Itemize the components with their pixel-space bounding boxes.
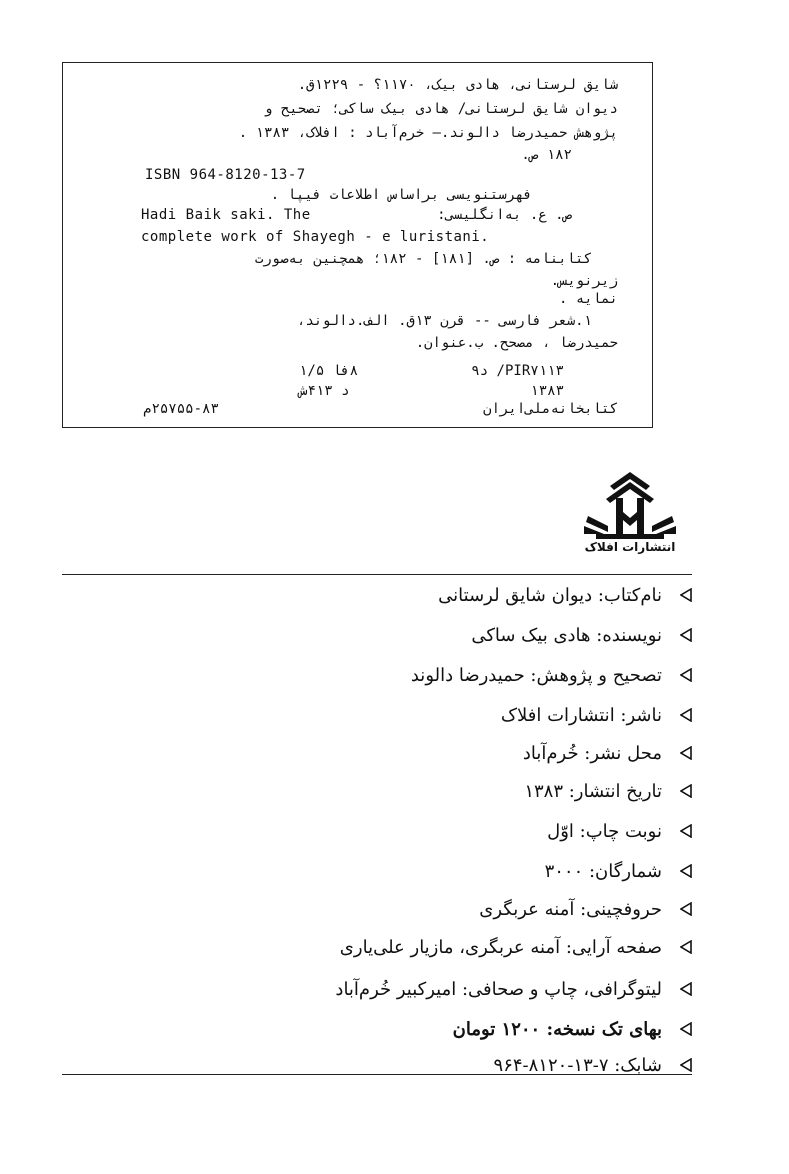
triangle-bullet-icon [680,628,692,642]
triangle-bullet-icon [680,708,692,722]
info-item-typesetting: حروفچینی: آمنه عربگری [62,894,692,924]
info-item-printing: لیتوگرافی، چاپ و صحافی: امیرکبیر خُرم‌آباد [62,974,692,1004]
cip-english-title-1: Hadi Baik saki. The [141,207,311,223]
info-item-editor: تصحیح و پژوهش: حمیدرضا دالوند [62,660,692,690]
cip-subject-2: حمیدرضا ، مصحح. ب.عنوان. [415,335,618,351]
info-item-print-run: شمارگان: ۳۰۰۰ [62,856,692,886]
cip-isbn: ISBN 964-8120-13-7 [145,167,306,183]
triangle-bullet-icon [680,1022,692,1036]
top-divider [62,574,692,575]
info-item-isbn: شابک: ۷-۱۳-۸۱۲۰-۹۶۴ [62,1050,692,1080]
bottom-divider [62,1074,692,1075]
triangle-bullet-icon [680,588,692,602]
triangle-bullet-icon [680,746,692,760]
cip-author-line: شایق لرستانی، هادی بیک، ۱۱۷۰؟ - ۱۲۲۹ق. [297,77,618,93]
cip-catalog-box [62,62,653,428]
publisher-logo-text: انتشارات افلاک [584,540,676,554]
cip-bibliography-1: کتابنامه : ص. [۱۸۱] - ۱۸۲؛ همچنین به‌صورت [254,251,592,267]
cip-english-title-2: complete work of Shayegh - e luristani. [141,229,490,245]
cip-lc-year: ۱۳۸۳ [530,383,564,399]
cip-bibliography-2: زیرنویس. [550,273,618,289]
cip-ddc-cutter: د ۴۱۳ش [299,383,350,399]
info-item-author: نویسنده: هادی بیک ساکی [62,620,692,650]
triangle-bullet-icon [680,864,692,878]
info-item-date: تاریخ انتشار: ۱۳۸۳ [62,776,692,806]
cip-library-name: کتابخانه‌ملی‌ایران [483,401,618,417]
cip-subject-1: ۱.شعر فارسی -- قرن ۱۳ق. الف.دالوند، [296,313,592,329]
info-item-title: نام‌کتاب: دیوان شایق لرستانی [62,580,692,610]
cip-lc-class: PIR۷۱۱۳/ د۹ [471,363,564,379]
cip-ddc-class: ۸فا ۱/۵ [299,363,359,379]
info-item-place: محل نشر: خُرم‌آباد [62,738,692,768]
info-item-layout: صفحه آرایی: آمنه عربگری، مازیار علی‌یاری [62,932,692,962]
cip-record-number: ۲۵۷۵۵-۸۳م [143,401,219,417]
cip-english-title-label: ص. ع. به‌انگلیسی: [437,207,572,223]
info-item-edition: نوبت چاپ: اوّل [62,816,692,846]
cip-index: نمایه . [558,291,618,307]
cip-imprint-line: پژوهش حمیدرضا دالوند.— خرم‌آباد : افلاک، ۱۳۸۳ . [238,125,618,141]
cip-pages-line: ۱۸۲ ص. [521,147,572,163]
triangle-bullet-icon [680,902,692,916]
triangle-bullet-icon [680,982,692,996]
cip-fipa-note: فهرستنویسی براساس اطلاعات فیپا . [270,187,532,203]
info-item-publisher: ناشر: انتشارات افلاک [62,700,692,730]
triangle-bullet-icon [680,824,692,838]
triangle-bullet-icon [680,1058,692,1072]
triangle-bullet-icon [680,784,692,798]
triangle-bullet-icon [680,940,692,954]
info-item-price: بهای تک نسخه: ۱۲۰۰ تومان [62,1014,692,1044]
triangle-bullet-icon [680,668,692,682]
cip-title-line: دیوان شایق لرستانی/ هادی بیک ساکی؛ تصحیح و [263,101,618,117]
